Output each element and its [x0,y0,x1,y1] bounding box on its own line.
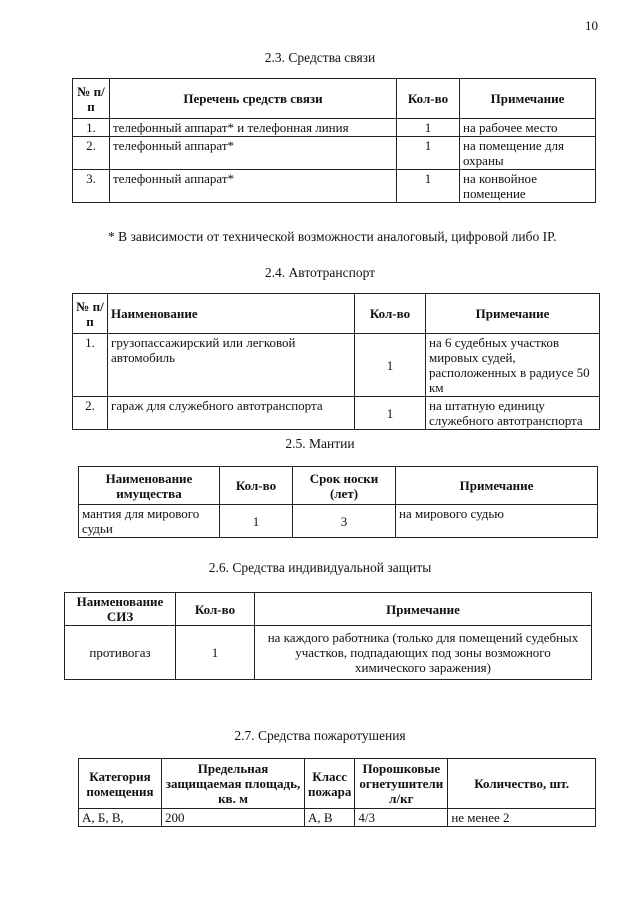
column-header: Порошковые огнетушители л/кг [355,759,448,809]
table-cell: 1 [397,119,460,137]
column-header: Категория помещения [79,759,162,809]
column-header: Примечание [255,593,592,626]
table-row [73,137,596,170]
table-cell: телефонный аппарат* и телефонная линия [110,119,397,137]
column-header: Кол-во [176,593,255,626]
table-row [73,397,600,430]
table-cell: гараж для служебного автотранспорта [108,397,355,430]
table-cell: на помещение для охраны [460,137,596,170]
table-cell: 1 [220,505,293,538]
table-cell: противогаз [65,626,176,680]
table-cell: 1. [73,119,110,137]
table-cell: 4/3 [355,809,448,827]
column-header: Примечание [460,79,596,119]
column-header: Перечень средств связи [110,79,397,119]
table-cell: А, Б, В, [79,809,162,827]
table-cell: на штатную единицу служебного автотранспорта [426,397,600,430]
table-cell: телефонный аппарат* [110,137,397,170]
table-cell: телефонный аппарат* [110,170,397,203]
column-header: Кол-во [397,79,460,119]
table-cell: А, В [305,809,355,827]
table-cell: 2. [73,397,108,430]
footnote [72,228,596,245]
robes-table [78,466,598,538]
table-row [79,505,598,538]
table-cell: на рабочее место [460,119,596,137]
table-cell: на конвойное помещение [460,170,596,203]
column-header: Класс пожара [305,759,355,809]
table-row [79,809,596,827]
column-header: Примечание [396,467,598,505]
column-header: Примечание [426,294,600,334]
column-header: Наименование имущества [79,467,220,505]
column-header: Количество, шт. [448,759,596,809]
column-header: Кол-во [220,467,293,505]
table-cell: 2. [73,137,110,170]
table-cell: 200 [162,809,305,827]
table-cell: 1 [176,626,255,680]
table-cell: грузопассажирский или легковой автомобиль [108,334,355,397]
column-header: № п/п [73,294,108,334]
table-cell: на 6 судебных участков мировых судей, расположенных в радиусе 50 км [426,334,600,397]
section-title-communications: 2.3. Средства связи [264,50,376,65]
fire-extinguishing-table [78,758,596,827]
table-cell: не менее 2 [448,809,596,827]
column-header: Наименование СИЗ [65,593,176,626]
table-cell: 1 [355,397,426,430]
table-row [73,119,596,137]
table-cell: 3 [293,505,396,538]
table-cell: 1. [73,334,108,397]
communications-table [72,78,596,203]
column-header: Срок носки (лет) [293,467,396,505]
page-number: 10 [585,18,598,33]
section-title-fire: 2.7. Средства пожаротушения [234,728,406,743]
column-header: Кол-во [355,294,426,334]
table-cell: 1 [397,137,460,170]
column-header: Наименование [108,294,355,334]
table-row [73,170,596,203]
table-row [65,626,592,680]
section-title-robes: 2.5. Мантии [285,436,355,451]
column-header: № п/п [73,79,110,119]
ppe-table [64,592,592,680]
table-cell: на каждого работника (только для помещений судебных участков, подпадающих под зоны возможного химического заражения) [255,626,592,680]
transport-table [72,293,600,430]
column-header: Предельная защищаемая площадь, кв. м [162,759,305,809]
section-title-ppe: 2.6. Средства индивидуальной защиты [208,560,432,575]
table-cell: мантия для мирового судьи [79,505,220,538]
section-title-transport: 2.4. Автотранспорт [264,265,376,280]
footnote-text: * В зависимости от технической возможности аналоговый, цифровой либо IP. [108,229,557,244]
table-cell: 3. [73,170,110,203]
table-cell: 1 [355,334,426,397]
table-cell: на мирового судью [396,505,598,538]
table-row [73,334,600,397]
table-cell: 1 [397,170,460,203]
